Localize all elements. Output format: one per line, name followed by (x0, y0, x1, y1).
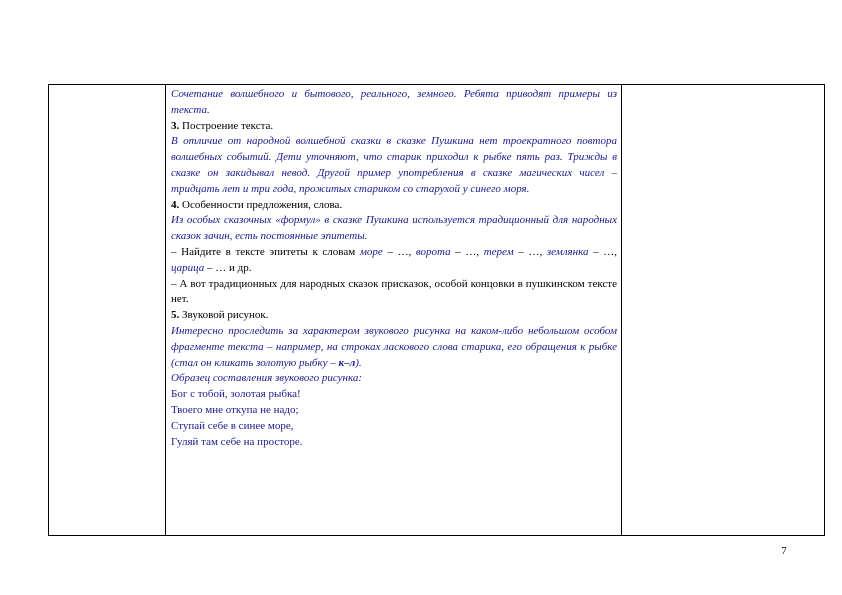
paragraph-sound-analysis (171, 324, 617, 371)
item-number: 4. (171, 198, 180, 211)
poem-line: Ступай себе в синее море, (171, 419, 294, 432)
text-run: – …, (513, 245, 547, 258)
paragraph-real-and-magic: Сочетание волшебного и бытового, реального, земного. Ребята приводят примеры из текста. (171, 88, 617, 116)
text-run: – Найдите в тексте эпитеты к словам (171, 245, 360, 258)
text-run: – … и др. (204, 261, 252, 274)
keyword: ворота (415, 245, 451, 258)
left-column-cell (49, 85, 166, 536)
poem-line: Твоего мне откупа не надо; (171, 403, 299, 416)
content-table (48, 84, 825, 536)
paragraph-no-endings: – А вот традиционных для народных сказок присказок, особой концовки в пушкинском тексте нет. (171, 277, 617, 306)
poem-line: Бог с тобой, золотая рыбка! (171, 388, 301, 401)
middle-column-cell (166, 85, 622, 536)
heading-text-structure (171, 119, 617, 135)
text-run: ). (355, 356, 362, 369)
quote: стал он кликать золотую рыбку (174, 356, 328, 369)
text-run: Интересно проследить за характером звукового рисунка на каком-либо небольшом особом фрагменте текста – например, на строках ласкового слова старика, его обращения к рыбке ( (171, 324, 617, 369)
heading-sentence-features (171, 198, 617, 214)
paragraph-formulas: Из особых сказочных «формул» в сказке Пушкина используется традиционный для народных сказок зачин, есть постоянные эпитеты. (171, 214, 617, 243)
paragraph-sample-label: Образец составления звукового рисунка: (171, 372, 363, 385)
paragraph-repetition: В отличие от народной волшебной сказки в сказке Пушкина нет троекратного повтора волшебных событий. Дети уточняют, что старик приходил к рыбке пять раз. Трижды в сказке он закидывал невод. Другой пример употребления в сказке магических чисел – тридцать лет и три года, прожитых стариком со старухой у синего моря. (171, 135, 617, 195)
text-run: – …, (382, 245, 416, 258)
paragraph-epithets-task (171, 245, 617, 277)
keyword: землянка (546, 245, 589, 258)
heading-sound-pattern (171, 308, 617, 324)
item-number: 3. (171, 119, 180, 132)
sound-pair: к–л (338, 356, 356, 369)
text-run: – (327, 356, 339, 369)
item-title: Построение текста. (179, 119, 274, 132)
right-column-cell (622, 85, 825, 536)
keyword: море (359, 245, 383, 258)
page-number: 7 (781, 545, 787, 557)
keyword: терем (483, 245, 514, 258)
poem-line: Гуляй там себе на просторе. (171, 435, 303, 448)
text-run: – …, (450, 245, 484, 258)
keyword: царица (171, 261, 205, 274)
cell-content (166, 85, 621, 450)
item-title: Особенности предложения, слова. (179, 198, 343, 211)
item-title: Звуковой рисунок. (179, 309, 269, 322)
table-row (49, 85, 825, 536)
text-run: – …, (588, 245, 618, 258)
item-number: 5. (171, 309, 180, 322)
